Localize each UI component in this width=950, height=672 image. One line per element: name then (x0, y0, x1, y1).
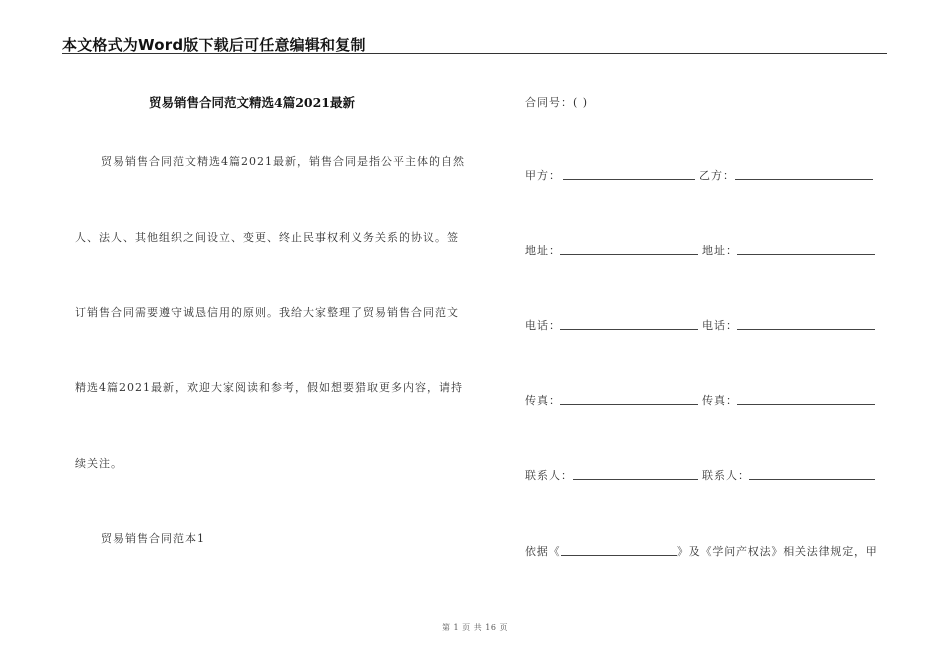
address-a-label: 地址： (525, 244, 561, 257)
banner-text: 本文格式为Word版下载后可任意编辑和复制 (62, 36, 366, 54)
party-a-blank[interactable] (563, 179, 695, 180)
intro-line-5: 续关注。 (75, 457, 123, 470)
document-title: 贸易销售合同范文精选4篇2021最新 (149, 95, 355, 110)
page-footer: 第 1 页 共 16 页 (442, 623, 508, 632)
intro-line-3: 订销售合同需要遵守诚恳信用的原则。我给大家整理了贸易销售合同范文 (75, 306, 459, 319)
party-a-label: 甲方： (525, 169, 561, 182)
law-name-blank[interactable] (561, 555, 677, 556)
contact-b-blank[interactable] (749, 479, 875, 480)
phone-a-blank[interactable] (560, 329, 698, 330)
party-b-blank[interactable] (735, 179, 873, 180)
legal-basis-text: 》及《学问产权法》相关法律规定，甲 (677, 545, 878, 558)
phone-b-blank[interactable] (737, 329, 875, 330)
address-row (525, 242, 885, 258)
fax-a-blank[interactable] (560, 404, 698, 405)
address-b-label: 地址： (702, 244, 738, 257)
right-column (525, 0, 885, 672)
fax-b-label: 传真： (702, 394, 738, 407)
phone-b-label: 电话： (702, 319, 738, 332)
contact-a-label: 联系人： (525, 469, 573, 482)
contact-b-label: 联系人： (702, 469, 750, 482)
left-column (75, 0, 475, 672)
contact-row (525, 467, 885, 483)
legal-basis-prefix: 依据《 (525, 545, 561, 558)
contact-a-blank[interactable] (573, 479, 698, 480)
intro-line-4: 精选4篇2021最新，欢迎大家阅读和参考，假如想要猎取更多内容，请持 (75, 381, 463, 394)
intro-line-2: 人、法人、其他组织之间设立、变更、终止民事权利义务关系的协议。签 (75, 231, 459, 244)
legal-basis-line (525, 543, 885, 559)
section-heading: 贸易销售合同范本1 (101, 532, 205, 545)
fax-a-label: 传真： (525, 394, 561, 407)
party-b-label: 乙方： (699, 169, 735, 182)
contract-number-label: 合同号：( ) (525, 96, 589, 109)
address-b-blank[interactable] (737, 254, 875, 255)
party-row (525, 167, 885, 183)
phone-a-label: 电话： (525, 319, 561, 332)
address-a-blank[interactable] (560, 254, 698, 255)
fax-b-blank[interactable] (737, 404, 875, 405)
fax-row (525, 392, 885, 408)
phone-row (525, 317, 885, 333)
intro-line-1: 贸易销售合同范文精选4篇2021最新，销售合同是指公平主体的自然 (101, 155, 465, 168)
